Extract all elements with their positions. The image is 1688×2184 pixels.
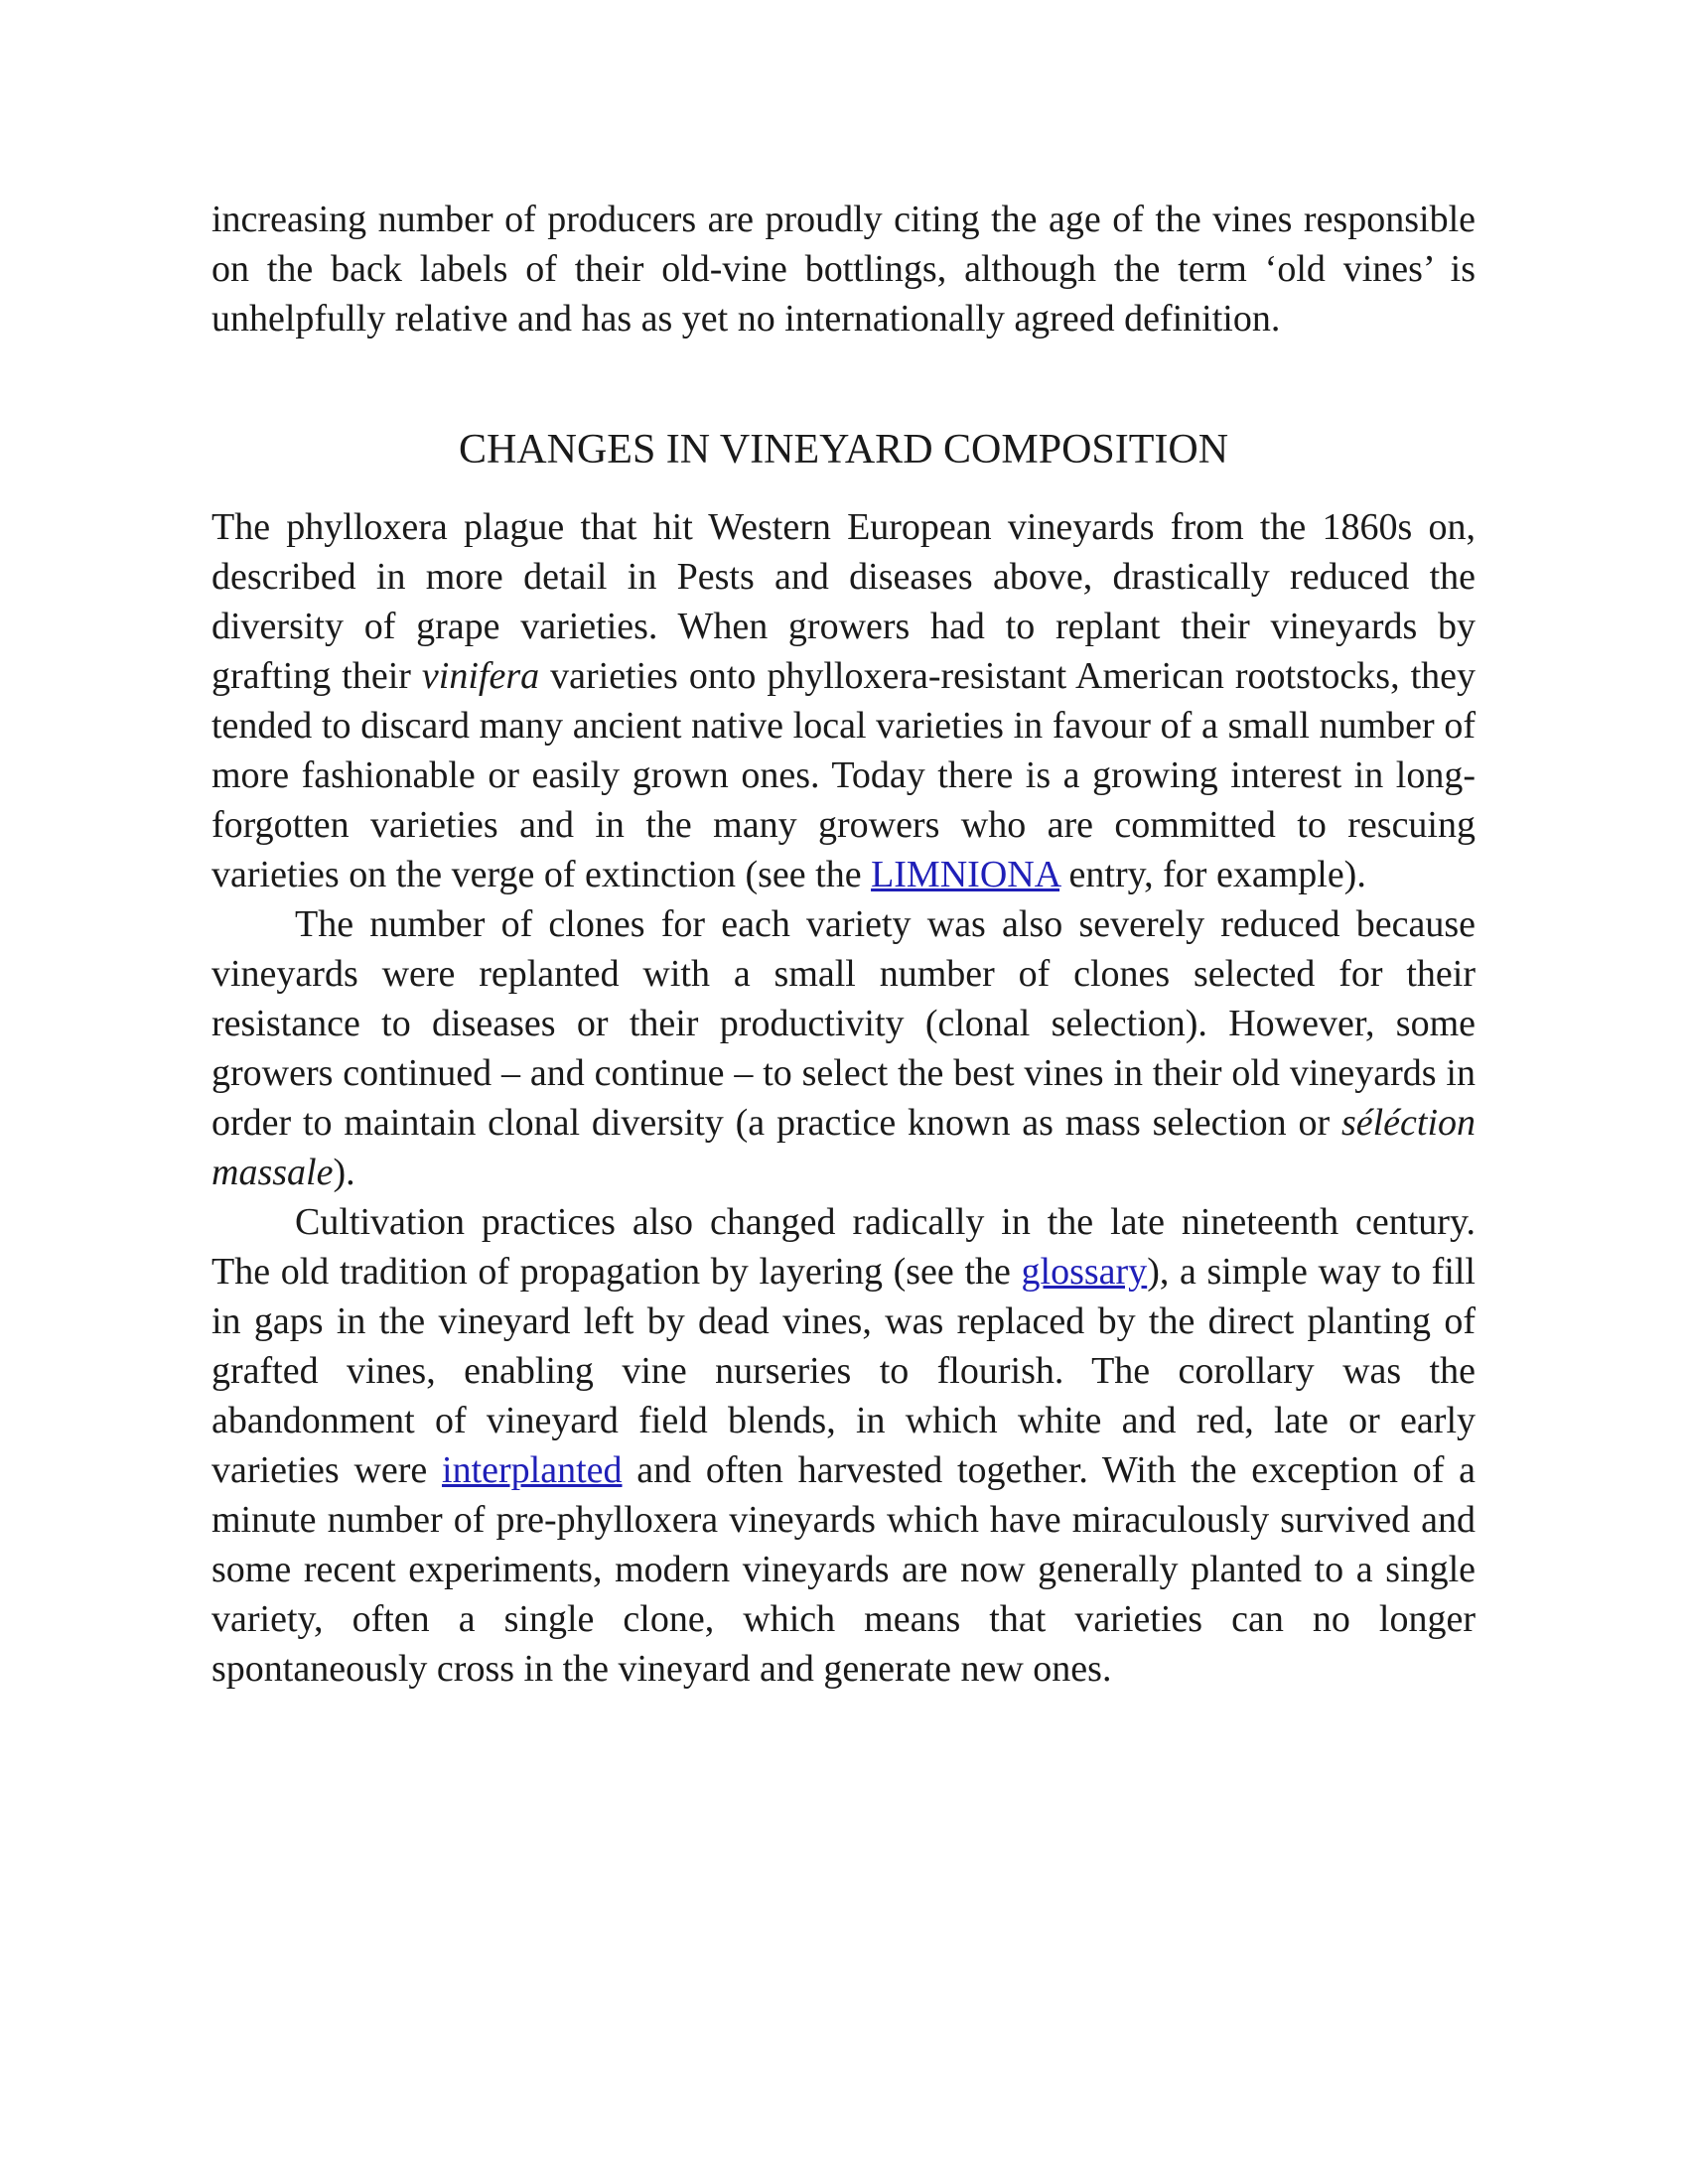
paragraph-text: The number of clones for each variety was also severely reduced because vineyards were replanted with a small number of clones selected for their resistance to diseases or their productivity (clonal selection). However, some growers continued – and continue – to select the best vines in their old vineyards in order to maintain clonal diversity (a practice known as mass selection or — [211, 903, 1476, 1144]
paragraph-text: varieties onto phylloxera-resistant American rootstocks, they tended to discard many ancient native local varieties in favour of a small number of more fashionable or easily grown ones. Today there is a growing interest in long-forgotten varieties and in the many growers who are committed to rescuing varieties on the verge of extinction (see the — [211, 655, 1476, 895]
clones-paragraph — [211, 899, 1476, 1197]
paragraph-text: ), a simple way to fill in gaps in the vineyard left by dead vines, was replaced by the direct planting of grafted vines, enabling vine nurseries to flourish. The corollary was the abandonment of vineyard field blends, in which white and red, late or early varieties were — [211, 1251, 1476, 1491]
intro-paragraph — [211, 195, 1476, 343]
italic-term: séléction massale — [211, 1102, 1476, 1193]
cultivation-paragraph — [211, 1197, 1476, 1694]
glossary-link[interactable]: glossary — [1021, 1251, 1148, 1293]
intro-text: increasing number of producers are proudly citing the age of the vines responsible on the back labels of their old-vine bottlings, although the term ‘old vines’ is unhelpfully relative and has as yet no internationally agreed definition. — [211, 199, 1476, 340]
paragraph-text: The phylloxera plague that hit Western European vineyards from the 1860s on, described in more detail in Pests and diseases above, drastically reduced the diversity of grape varieties. When growers had to replant their vineyards by grafting their — [211, 506, 1476, 697]
paragraph-text: Cultivation practices also changed radically in the late nineteenth century. The old tradition of propagation by layering (see the — [211, 1201, 1476, 1293]
section-heading: CHANGES IN VINEYARD COMPOSITION — [458, 427, 1229, 473]
phylloxera-paragraph — [211, 502, 1476, 899]
paragraph-text: and often harvested together. With the exception of a minute number of pre-phylloxera vineyards which have miraculously survived and some recent experiments, modern vineyards are now generally planted to a single variety, often a single clone, which means that varieties can no longer spontaneously cross in the vineyard and generate new ones. — [211, 1449, 1476, 1690]
paragraph-text: entry, for example). — [1059, 854, 1366, 895]
document-page — [211, 195, 1476, 1694]
paragraph-text: ). — [333, 1152, 355, 1193]
interplanted-link[interactable]: interplanted — [442, 1449, 623, 1491]
italic-term: vinifera — [421, 655, 540, 697]
limniona-link[interactable]: LIMNIONA — [871, 854, 1060, 895]
